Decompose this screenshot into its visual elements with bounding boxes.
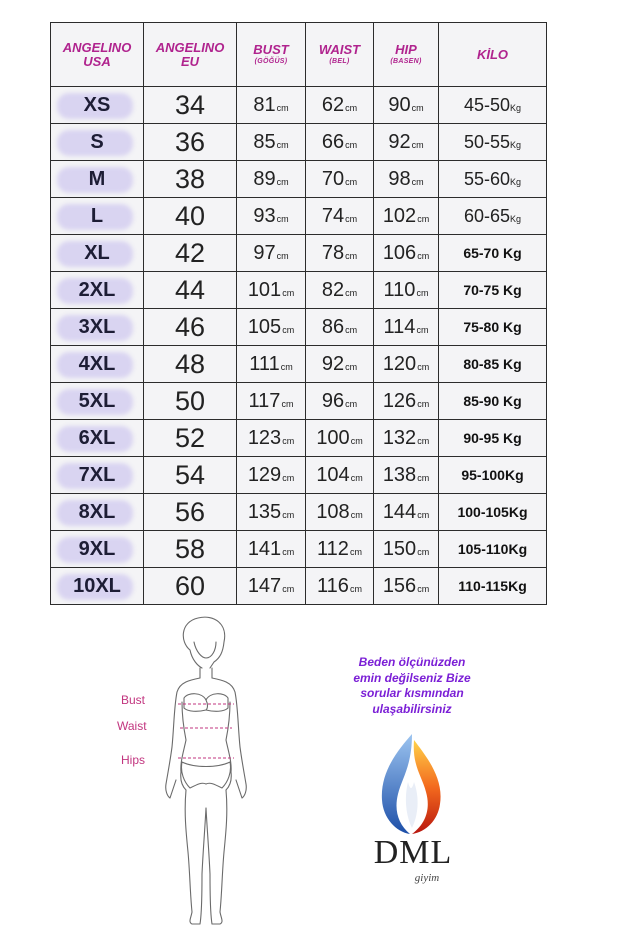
cell-usa-size: XS	[51, 87, 144, 124]
cell-eu-size: 34	[144, 87, 237, 124]
cell-waist: 66cm	[306, 124, 374, 161]
cell-eu-size: 48	[144, 346, 237, 383]
cell-eu-size: 56	[144, 494, 237, 531]
cell-hip: 90cm	[374, 87, 439, 124]
cell-waist: 74cm	[306, 198, 374, 235]
cell-kilo: 105-110Kg	[439, 531, 547, 568]
size-row	[51, 383, 547, 420]
cell-hip: 126cm	[374, 383, 439, 420]
hips-label: Hips	[121, 753, 146, 767]
size-row	[51, 494, 547, 531]
cell-kilo: 55-60Kg	[439, 161, 547, 198]
header-kilo: KİLO	[439, 23, 547, 87]
header-hip: HIP (BASEN)	[374, 23, 439, 87]
cell-eu-size: 50	[144, 383, 237, 420]
cell-waist: 116cm	[306, 568, 374, 605]
body-outline-figure	[150, 612, 260, 930]
bust-label: Bust	[121, 693, 146, 707]
size-row	[51, 235, 547, 272]
note-line-1: Beden ölçünüzden	[358, 655, 466, 669]
cell-eu-size: 46	[144, 309, 237, 346]
size-row	[51, 198, 547, 235]
note-line-3: sorular kısmından	[360, 686, 464, 700]
logo-subtitle: giyim	[414, 872, 440, 884]
cell-kilo: 70-75 Kg	[439, 272, 547, 309]
cell-usa-size: XL	[51, 235, 144, 272]
cell-usa-size: 7XL	[51, 457, 144, 494]
cell-usa-size: S	[51, 124, 144, 161]
cell-bust: 123cm	[237, 420, 306, 457]
size-row	[51, 272, 547, 309]
cell-bust: 129cm	[237, 457, 306, 494]
cell-hip: 110cm	[374, 272, 439, 309]
cell-kilo: 60-65Kg	[439, 198, 547, 235]
cell-bust: 81cm	[237, 87, 306, 124]
cell-eu-size: 38	[144, 161, 237, 198]
cell-bust: 101cm	[237, 272, 306, 309]
cell-usa-size: M	[51, 161, 144, 198]
size-row	[51, 568, 547, 605]
header-usa: ANGELINO USA	[51, 23, 144, 87]
cell-bust: 117cm	[237, 383, 306, 420]
size-help-note	[322, 655, 502, 717]
cell-waist: 78cm	[306, 235, 374, 272]
cell-hip: 92cm	[374, 124, 439, 161]
cell-kilo: 50-55Kg	[439, 124, 547, 161]
size-table	[50, 22, 547, 605]
cell-eu-size: 58	[144, 531, 237, 568]
cell-eu-size: 52	[144, 420, 237, 457]
cell-waist: 92cm	[306, 346, 374, 383]
cell-bust: 105cm	[237, 309, 306, 346]
size-row	[51, 420, 547, 457]
cell-usa-size: 8XL	[51, 494, 144, 531]
cell-waist: 108cm	[306, 494, 374, 531]
logo-wordmark: DML	[373, 834, 453, 871]
cell-waist: 70cm	[306, 161, 374, 198]
cell-waist: 96cm	[306, 383, 374, 420]
cell-hip: 114cm	[374, 309, 439, 346]
cell-waist: 112cm	[306, 531, 374, 568]
cell-hip: 120cm	[374, 346, 439, 383]
cell-usa-size: L	[51, 198, 144, 235]
cell-bust: 111cm	[237, 346, 306, 383]
header-row	[51, 23, 547, 87]
header-waist: WAIST (BEL)	[306, 23, 374, 87]
cell-kilo: 80-85 Kg	[439, 346, 547, 383]
cell-usa-size: 5XL	[51, 383, 144, 420]
cell-usa-size: 3XL	[51, 309, 144, 346]
cell-kilo: 110-115Kg	[439, 568, 547, 605]
cell-waist: 104cm	[306, 457, 374, 494]
cell-kilo: 45-50Kg	[439, 87, 547, 124]
size-row	[51, 87, 547, 124]
cell-eu-size: 36	[144, 124, 237, 161]
cell-eu-size: 44	[144, 272, 237, 309]
cell-eu-size: 54	[144, 457, 237, 494]
waist-label: Waist	[117, 719, 147, 733]
cell-waist: 86cm	[306, 309, 374, 346]
note-line-2: emin değilseniz Bize	[353, 670, 471, 685]
cell-eu-size: 40	[144, 198, 237, 235]
cell-kilo: 85-90 Kg	[439, 383, 547, 420]
size-row	[51, 161, 547, 198]
header-eu: ANGELINO EU	[144, 23, 237, 87]
cell-hip: 156cm	[374, 568, 439, 605]
cell-kilo: 75-80 Kg	[439, 309, 547, 346]
size-row	[51, 531, 547, 568]
cell-bust: 89cm	[237, 161, 306, 198]
size-row	[51, 457, 547, 494]
cell-kilo: 90-95 Kg	[439, 420, 547, 457]
cell-eu-size: 42	[144, 235, 237, 272]
size-row	[51, 346, 547, 383]
flame-logo-icon	[368, 732, 452, 836]
cell-bust: 85cm	[237, 124, 306, 161]
cell-kilo: 95-100Kg	[439, 457, 547, 494]
size-row	[51, 309, 547, 346]
cell-bust: 93cm	[237, 198, 306, 235]
cell-usa-size: 6XL	[51, 420, 144, 457]
header-bust: BUST (GÖĞÜS)	[237, 23, 306, 87]
cell-waist: 82cm	[306, 272, 374, 309]
cell-usa-size: 10XL	[51, 568, 144, 605]
cell-eu-size: 60	[144, 568, 237, 605]
head-outline	[183, 617, 224, 668]
note-line-4: ulaşabilirsiniz	[372, 701, 452, 716]
cell-hip: 102cm	[374, 198, 439, 235]
cell-usa-size: 2XL	[51, 272, 144, 309]
cell-waist: 100cm	[306, 420, 374, 457]
cell-hip: 138cm	[374, 457, 439, 494]
cell-hip: 144cm	[374, 494, 439, 531]
cell-bust: 97cm	[237, 235, 306, 272]
cell-bust: 135cm	[237, 494, 306, 531]
size-chart	[50, 22, 546, 604]
cell-bust: 141cm	[237, 531, 306, 568]
cell-hip: 150cm	[374, 531, 439, 568]
cell-hip: 106cm	[374, 235, 439, 272]
size-row	[51, 124, 547, 161]
cell-usa-size: 9XL	[51, 531, 144, 568]
cell-hip: 98cm	[374, 161, 439, 198]
cell-kilo: 65-70 Kg	[439, 235, 547, 272]
cell-usa-size: 4XL	[51, 346, 144, 383]
cell-kilo: 100-105Kg	[439, 494, 547, 531]
cell-bust: 147cm	[237, 568, 306, 605]
cell-hip: 132cm	[374, 420, 439, 457]
cell-waist: 62cm	[306, 87, 374, 124]
